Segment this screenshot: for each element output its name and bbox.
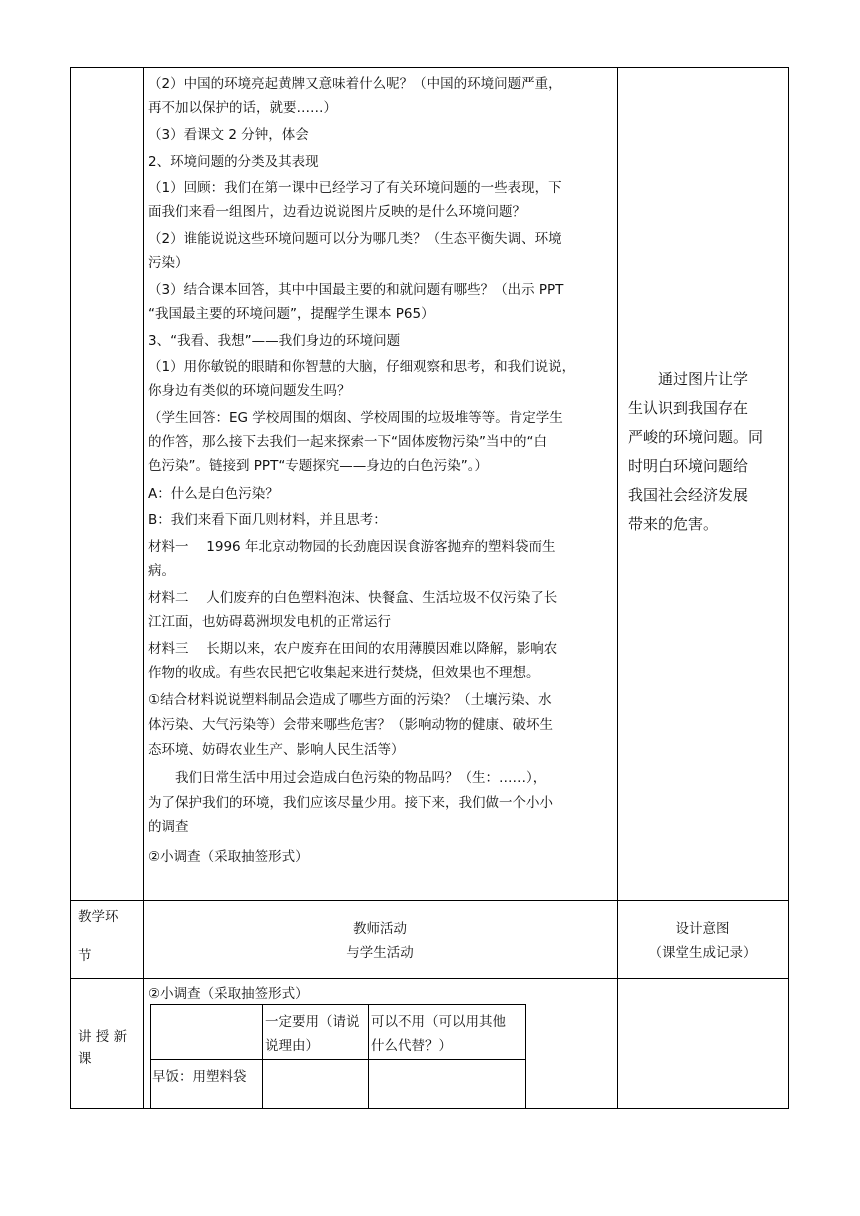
activity-line: 为了保护我们的环境，我们应该尽量少用。接下来，我们做一个小小 [148,795,553,811]
survey-header-can-skip-line2: 什么代替？） [371,1038,452,1054]
activity-line: 色污染”。链接到 PPT“专题探究——身边的白色污染”。） [148,458,489,474]
survey-table-left-border [150,1004,151,1108]
table-right-border [788,67,789,1109]
activity-line: “我国最主要的环境问题”，提醒学生课本 P65） [148,306,435,322]
design-intent-line: 时明白环境问题给 [628,457,749,475]
activity-line: （2）中国的环境亮起黄牌又意味着什么呢？（中国的环境问题严重， [148,76,562,92]
survey-table-row-divider [150,1059,526,1060]
activity-line: 江江面，也妨碍葛洲坝发电机的正常运行 [148,614,391,630]
survey-header-must-use-line2: 说理由） [265,1038,319,1054]
design-intent-line: 生认识到我国存在 [628,399,749,417]
survey-table-col-divider-1 [262,1004,263,1108]
design-intent-line: 带来的危害。 [628,515,719,533]
activity-line: （3）看课文 2 分钟，体会 [148,127,309,143]
activity-line: 面我们来看一组图片，边看边说说图片反映的是什么环境问题？ [148,204,526,220]
table-bottom-border [70,1108,789,1109]
activity-line: 材料二 人们废弃的白色塑料泡沫、快餐盒、生活垃圾不仅污染了长 [148,590,558,606]
design-intent-line: 严峻的环境问题。同 [628,428,764,446]
design-intent-line: 通过图片让学 [628,370,749,388]
design-intent-line: 我国社会经济发展 [628,486,749,504]
header-design-intent-line2: （课堂生成记录） [648,945,757,961]
header-design-intent-line1: 设计意图 [675,921,730,937]
activity-line: 的调查 [148,819,189,835]
header-row-top-border [70,900,789,901]
survey-header-must-use-line1: 一定要用（请说 [265,1014,360,1030]
activity-line: A：什么是白色污染？ [148,486,279,502]
section-label-line1: 讲 授 新 [78,1029,128,1045]
activity-line: （2）谁能说说这些环境问题可以分为哪几类？（生态平衡失调、环境 [148,231,562,247]
activity-line: 体污染、大气污染等）会带来哪些危害？（影响动物的健康、破坏生 [148,717,553,733]
header-activities-line1: 教师活动 [353,921,407,937]
survey-title: ②小调查（采取抽签形式） [148,986,309,1002]
survey-table-top-border [150,1004,526,1005]
activity-line: （学生回答：EG 学校周围的烟囱、学校周围的垃圾堆等等。肯定学生 [148,410,563,426]
activity-line: 材料三 长期以来，农户废弃在田间的农用薄膜因难以降解，影响农 [148,641,558,657]
activity-line: 再不加以保护的话，就要……） [148,100,337,116]
activity-line: ①结合材料说说塑料制品会造成了哪些方面的污染？（土壤污染、水 [148,692,552,708]
survey-table-col-divider-2 [368,1004,369,1108]
activity-line: 我们日常生活中用过会造成白色污染的物品吗？（生：……）， [148,770,547,786]
activity-line: 污染） [148,255,189,271]
activity-line: B：我们来看下面几则材料，并且思考： [148,512,387,528]
activity-line: 的作答，那么接下去我们一起来探索一下“固体废物污染”当中的“白 [148,434,547,450]
activity-line: 你身边有类似的环境问题发生吗？ [148,383,351,399]
header-row-bottom-border [70,978,789,979]
survey-table-right-border [525,1004,526,1108]
activity-line: （3）结合课本回答，其中中国最主要的和就问题有哪些？（出示 PPT [148,282,564,298]
activity-line: 态环境、妨碍农业生产、影响人民生活等） [148,742,405,758]
header-teaching-stage-line2: 节 [78,948,92,964]
table-left-border [70,67,71,1109]
header-activities-line2: 与学生活动 [346,945,414,961]
activity-line: 3、“我看、我想”——我们身边的环境问题 [148,333,401,349]
activity-line: （1）回顾：我们在第一课中已经学习了有关环境问题的一些表现，下 [148,180,562,196]
activity-line: 2、环境问题的分类及其表现 [148,154,319,170]
section-label-line2: 课 [78,1051,92,1067]
header-teaching-stage-line1: 教学环 [78,909,119,925]
activity-line: 病。 [148,563,175,579]
table-top-border [70,67,789,68]
survey-header-can-skip-line1: 可以不用（可以用其他 [371,1014,506,1030]
design-intent-text [628,365,778,539]
activity-line: ②小调查（采取抽签形式） [148,849,309,865]
activity-line: （1）用你敏锐的眼睛和你智慧的大脑，仔细观察和思考，和我们说说， [148,359,576,375]
activity-line: 作物的收成。有些农民把它收集起来进行焚烧，但效果也不理想。 [148,665,540,681]
activity-line: 材料一 1996 年北京动物园的长劲鹿因误食游客抛弃的塑料袋而生 [148,539,556,555]
survey-row-label: 早饭：用塑料袋 [152,1069,247,1085]
